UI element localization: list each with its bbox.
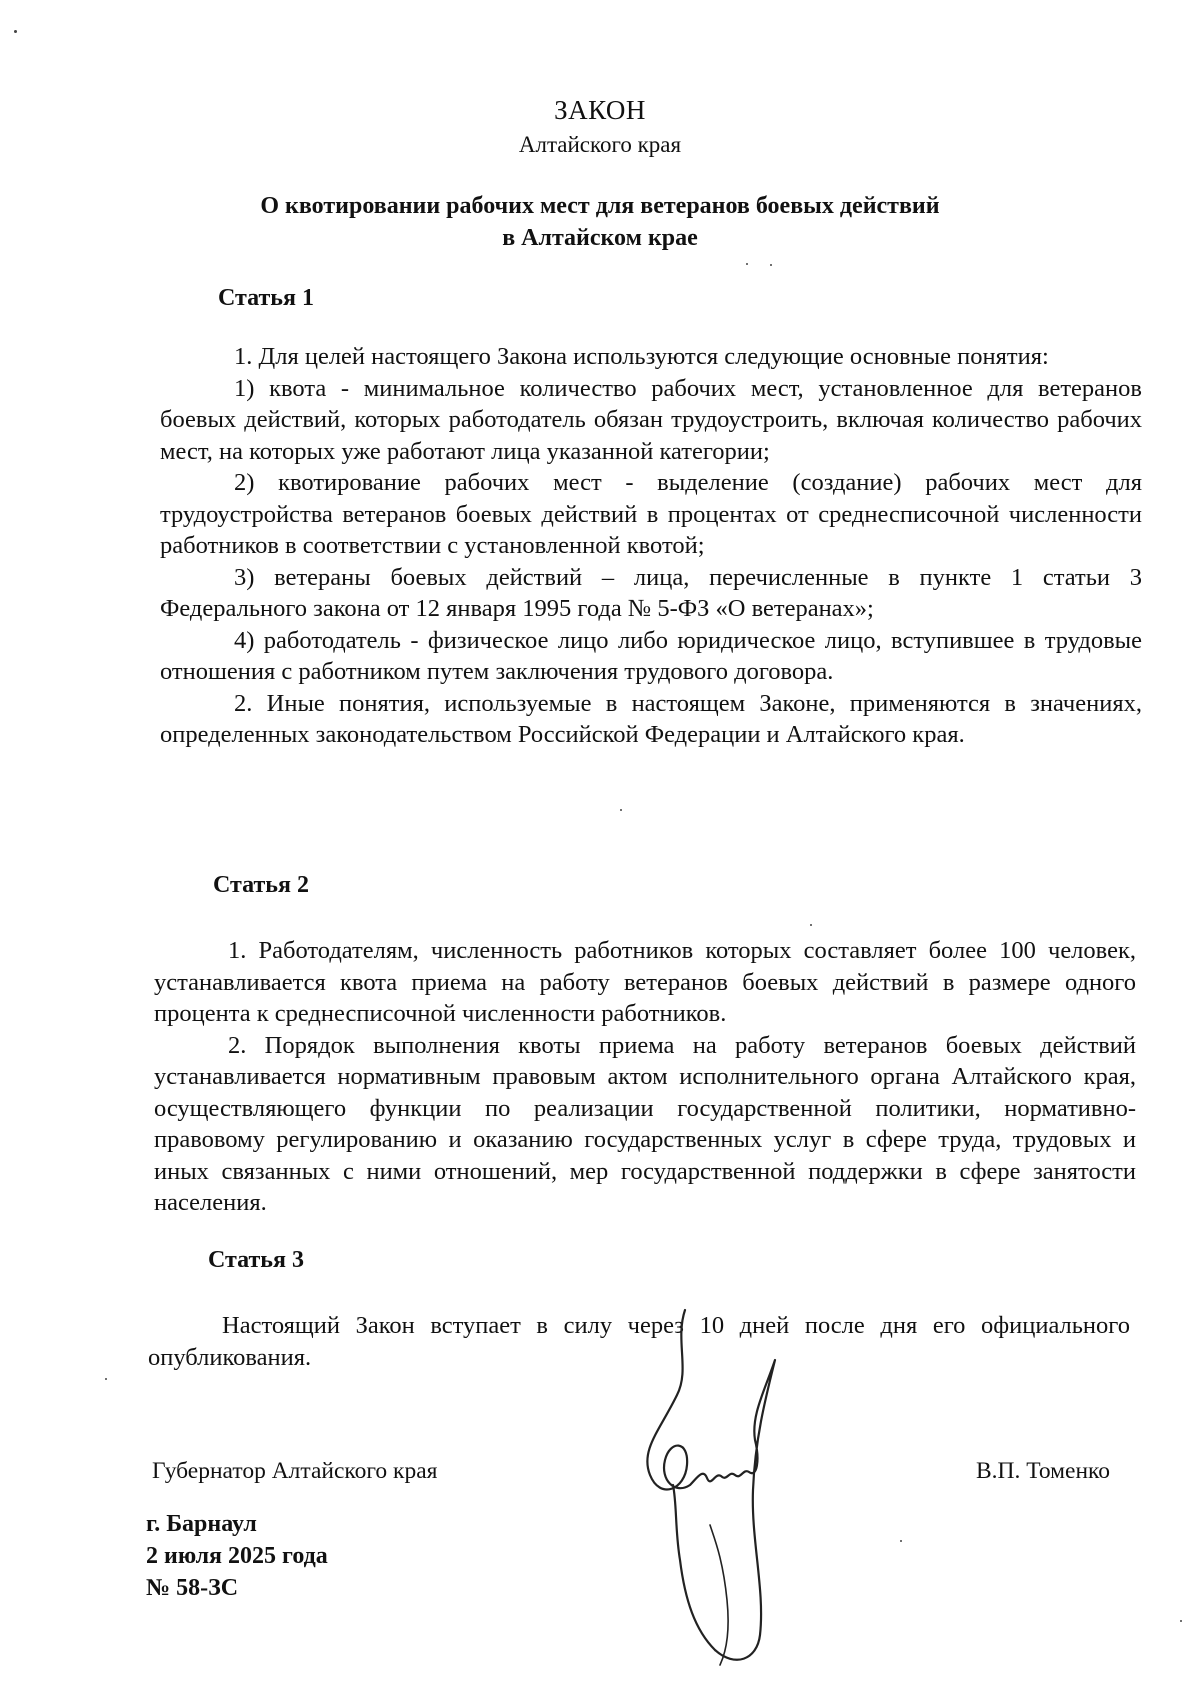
article-1-paragraph: 2. Иные понятия, используемые в настоящем Законе, применяются в значениях, определенных законодательством Российской Федерации и Алтайского края. bbox=[160, 689, 1142, 748]
handwritten-signature bbox=[615, 1300, 790, 1680]
article-3-paragraph: Настоящий Закон вступает в силу через 10 дней после дня его официального опубликования. bbox=[148, 1312, 1130, 1371]
law-title-line-1: О квотировании рабочих мест для ветеранов боевых действий bbox=[260, 193, 940, 219]
scan-speck bbox=[746, 263, 748, 265]
issuing-region: Алтайского края bbox=[518, 132, 682, 157]
article-2-heading: Статья 2 bbox=[213, 872, 309, 898]
article-1-heading: Статья 1 bbox=[218, 285, 314, 311]
article-1-paragraph: 1) квота - минимальное количество рабочих мест, установленное для ветеранов боевых действий, которых работодатель обязан трудоустроить, включая количество рабочих мест, на которых уже работают лица указанной категории; bbox=[160, 374, 1142, 465]
article-1-paragraph: 4) работодатель - физическое лицо либо юридическое лицо, вступившее в трудовые отношения с работником путем заключения трудового договора. bbox=[160, 626, 1142, 685]
scan-speck bbox=[105, 1378, 107, 1380]
document-footer bbox=[146, 1508, 328, 1604]
scan-speck bbox=[900, 1540, 902, 1542]
article-1-paragraph: 1. Для целей настоящего Закона используются следующие основные понятия: bbox=[234, 343, 1049, 370]
article-2-body bbox=[154, 935, 1136, 1219]
article-1-paragraph: 3) ветераны боевых действий – лица, перечисленные в пункте 1 статьи 3 Федерального закона от 12 января 1995 года № 5-ФЗ «О ветеранах»; bbox=[160, 563, 1142, 622]
article-1-paragraph: 2) квотирование рабочих мест - выделение (создание) рабочих мест для трудоустройства ветеранов боевых действий в процентах от среднесписочной численности работников в соответствии с установленной квотой; bbox=[160, 469, 1142, 559]
scan-speck bbox=[810, 924, 812, 926]
signatory-name: В.П. Томенко bbox=[976, 1458, 1111, 1484]
article-3-heading: Статья 3 bbox=[208, 1247, 304, 1273]
law-title bbox=[0, 190, 1200, 254]
article-2-paragraph: 1. Работодателям, численность работников которых составляет более 100 человек, устанавливается квота приема на работу ветеранов боевых действий в размере одного процента к среднесписочной численности работников. bbox=[154, 937, 1136, 1027]
scan-speck bbox=[620, 809, 622, 811]
article-1-body bbox=[160, 341, 1142, 751]
scan-speck bbox=[770, 264, 772, 266]
signatory-position: Губернатор Алтайского края bbox=[152, 1458, 438, 1484]
document-type: ЗАКОН bbox=[554, 95, 646, 125]
scan-speck bbox=[14, 30, 17, 33]
footer-number: № 58-ЗС bbox=[146, 1575, 239, 1601]
footer-date: 2 июля 2025 года bbox=[146, 1543, 328, 1569]
article-2-paragraph: 2. Порядок выполнения квоты приема на работу ветеранов боевых действий устанавливается нормативным правовым актом исполнительного органа Алтайского края, осуществляющего функции по реализации государственной политики, нормативно-правовому регулированию и оказанию государственных услуг в сфере труда, трудовых и иных связанных с ними отношений, мер государственной поддержки в сфере занятости населения. bbox=[154, 1031, 1136, 1216]
scan-speck bbox=[1180, 1620, 1182, 1622]
footer-city: г. Барнаул bbox=[146, 1511, 257, 1537]
law-title-line-2: в Алтайском крае bbox=[502, 225, 698, 251]
